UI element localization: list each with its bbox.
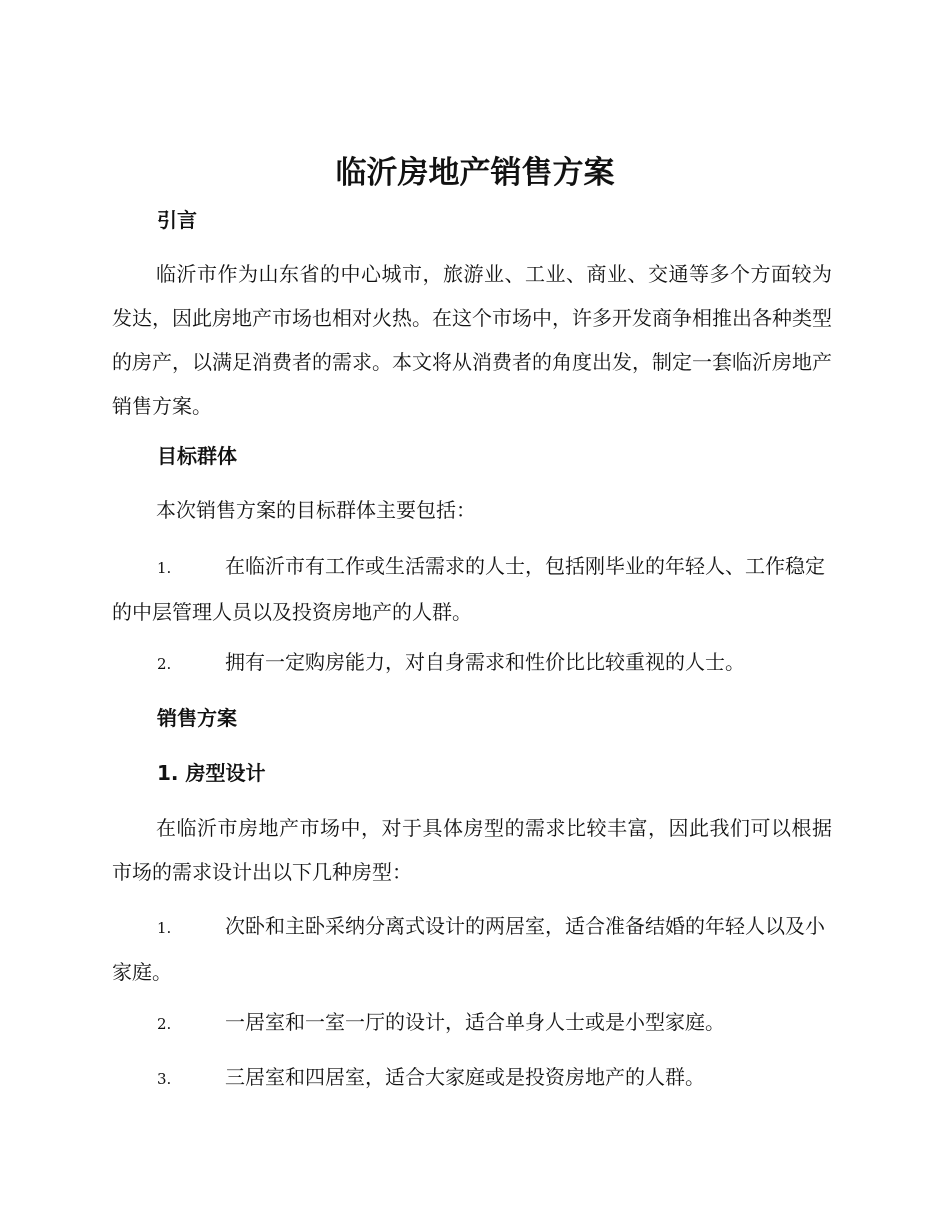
section-heading-target: 目标群体 xyxy=(157,444,237,468)
list-item-text: 次卧和主卧采纳分离式设计的两居室，适合准备结婚的年轻人以及小家庭。 xyxy=(112,914,825,984)
plan-list-item xyxy=(112,1055,832,1101)
list-item-number: 1. xyxy=(157,919,172,937)
target-list-item xyxy=(112,640,832,686)
intro-paragraph: 临沂市作为山东省的中心城市，旅游业、工业、商业、交通等多个方面较为发达，因此房地产市场也相对火热。在这个市场中，许多开发商争相推出各种类型的房产，以满足消费者的需求。本文将从消费者的角度出发，制定一套临沂房地产销售方案。 xyxy=(112,262,832,418)
list-item-number: 1. xyxy=(157,559,172,577)
target-paragraph: 本次销售方案的目标群体主要包括： xyxy=(156,498,476,522)
list-item-number: 2. xyxy=(157,1015,172,1033)
document-title: 临沂房地产销售方案 xyxy=(335,155,615,191)
target-list-item xyxy=(112,544,832,634)
subsection-heading-unit-design: 1. 房型设计 xyxy=(157,761,266,785)
plan-list-item xyxy=(112,1000,832,1046)
list-item-number: 2. xyxy=(157,655,172,673)
section-heading-plan: 销售方案 xyxy=(157,706,237,730)
list-item-number: 3. xyxy=(157,1070,172,1088)
plan-list-item xyxy=(112,904,832,994)
section-heading-intro: 引言 xyxy=(157,208,197,232)
list-item-text: 拥有一定购房能力，对自身需求和性价比比较重视的人士。 xyxy=(225,650,745,674)
list-item-text: 三居室和四居室，适合大家庭或是投资房地产的人群。 xyxy=(225,1065,705,1089)
plan-paragraph: 在临沂市房地产市场中，对于具体房型的需求比较丰富，因此我们可以根据市场的需求设计出以下几种房型： xyxy=(112,816,832,884)
list-item-text: 一居室和一室一厅的设计，适合单身人士或是小型家庭。 xyxy=(225,1010,725,1034)
list-item-text: 在临沂市有工作或生活需求的人士，包括刚毕业的年轻人、工作稳定的中层管理人员以及投资房地产的人群。 xyxy=(112,554,825,624)
